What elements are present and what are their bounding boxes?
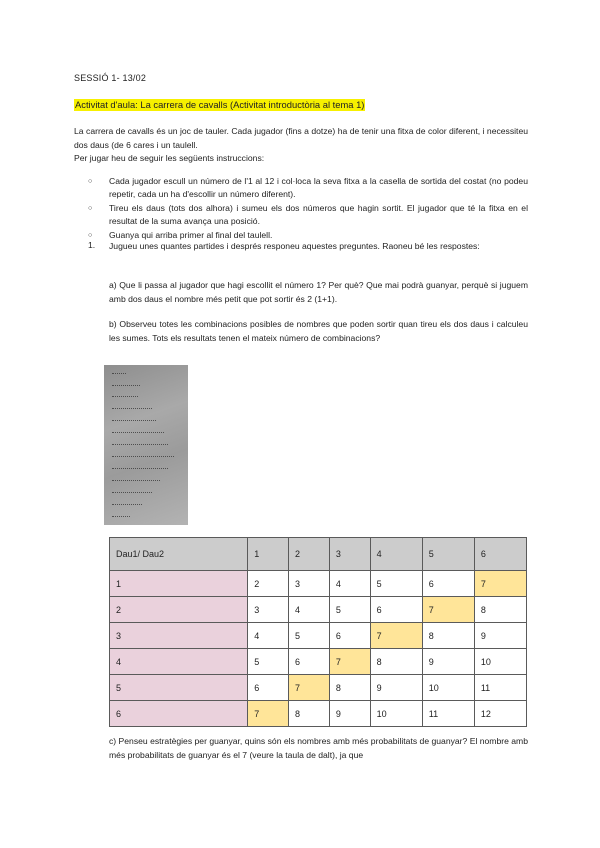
row-header: 5 — [110, 675, 248, 701]
table-row — [110, 623, 527, 649]
sum-cell: 9 — [422, 649, 474, 675]
table-row — [110, 675, 527, 701]
sum-cell: 6 — [370, 597, 422, 623]
column-header: 5 — [422, 538, 474, 571]
corner-cell: Dau1/ Dau2 — [110, 538, 248, 571]
column-header: 3 — [329, 538, 370, 571]
table-row — [110, 701, 527, 727]
row-header: 1 — [110, 571, 248, 597]
question-a: a) Que li passa al jugador que hagi escollit el número 1? Per què? Que mai podrà guanyar, perquè si juguem amb dos daus el nombre més petit que pot sortir és 2 (1+1). — [109, 280, 528, 304]
sum-cell: 7 — [248, 701, 289, 727]
sum-cell: 7 — [474, 571, 526, 597]
sum-cell: 5 — [329, 597, 370, 623]
sum-cell: 5 — [289, 623, 330, 649]
sum-cell: 8 — [329, 675, 370, 701]
sum-cell: 4 — [289, 597, 330, 623]
sum-cell: 8 — [422, 623, 474, 649]
instruction-item: ○ Tireu els daus (tots dos alhora) i sumeu els dos números que hagin sortit. El jugador que té la fitxa en el resultat de la suma avança una posició. — [74, 202, 528, 229]
sum-cell: 2 — [248, 571, 289, 597]
sum-cell: 8 — [474, 597, 526, 623]
question-b: b) Observeu totes les combinacions posibles de nombres que poden sortir quan tireu els dos daus i calculeu les sumes. Tots els resultats tenen el mateix número de combinacions? — [109, 319, 528, 343]
sum-cell: 3 — [289, 571, 330, 597]
row-header: 2 — [110, 597, 248, 623]
sum-cell: 3 — [248, 597, 289, 623]
sum-cell: 4 — [329, 571, 370, 597]
session-title: SESSIÓ 1- 13/02 — [74, 73, 147, 83]
sum-cell: 6 — [289, 649, 330, 675]
row-header: 3 — [110, 623, 248, 649]
intro-block — [74, 125, 528, 166]
table-header-row — [110, 538, 527, 571]
handwritten-notes-photo — [104, 365, 188, 525]
table-row — [110, 649, 527, 675]
activity-heading: Activitat d'aula: La carrera de cavalls (Activitat introductòria al tema 1) — [75, 99, 365, 110]
sum-cell: 6 — [248, 675, 289, 701]
question-c: c) Penseu estratègies per guanyar, quins són els nombres amb més probabilitats de guanyar? El nombre amb més probabilitats de guanyar és el 7 (veure la taula de dalt), ja que — [109, 736, 528, 760]
sum-cell: 5 — [248, 649, 289, 675]
sum-cell: 10 — [422, 675, 474, 701]
sum-cell: 8 — [289, 701, 330, 727]
sum-cell: 9 — [329, 701, 370, 727]
sum-cell: 9 — [474, 623, 526, 649]
task-item — [74, 240, 528, 253]
sum-cell: 12 — [474, 701, 526, 727]
column-header: 2 — [289, 538, 330, 571]
table-row — [110, 597, 527, 623]
instructions-lead: Per jugar heu de seguir les següents instruccions: — [74, 153, 265, 163]
intro-paragraph: La carrera de cavalls és un joc de tauler. Cada jugador (fins a dotze) ha de tenir una fitxa de color diferent, i necessiteu dos daus (de 6 cares i un taulell. — [74, 126, 528, 150]
sum-cell: 6 — [329, 623, 370, 649]
task-number: 1. — [88, 240, 96, 250]
sum-cell: 5 — [370, 571, 422, 597]
instructions-list — [74, 175, 528, 242]
sum-cell: 7 — [422, 597, 474, 623]
dice-sum-table — [109, 537, 527, 727]
row-header: 6 — [110, 701, 248, 727]
column-header: 6 — [474, 538, 526, 571]
sum-cell: 10 — [474, 649, 526, 675]
sum-cell: 4 — [248, 623, 289, 649]
task-text: Jugueu unes quantes partides i després responeu aquestes preguntes. Raoneu bé les respostes: — [109, 241, 480, 251]
sum-cell: 7 — [329, 649, 370, 675]
sum-cell: 7 — [370, 623, 422, 649]
instruction-item: ○ Guanya qui arriba primer al final del taulell. — [74, 229, 528, 242]
column-header: 4 — [370, 538, 422, 571]
sum-cell: 11 — [422, 701, 474, 727]
table-row — [110, 571, 527, 597]
sum-cell: 9 — [370, 675, 422, 701]
sum-cell: 8 — [370, 649, 422, 675]
row-header: 4 — [110, 649, 248, 675]
instruction-item: ○ Cada jugador escull un número de l'1 al 12 i col·loca la seva fitxa a la casella de sortida del costat (no podeu repetir, cada un ha d'escollir un número diferent). — [74, 175, 528, 202]
sum-cell: 6 — [422, 571, 474, 597]
sum-cell: 10 — [370, 701, 422, 727]
sum-cell: 11 — [474, 675, 526, 701]
sum-cell: 7 — [289, 675, 330, 701]
column-header: 1 — [248, 538, 289, 571]
